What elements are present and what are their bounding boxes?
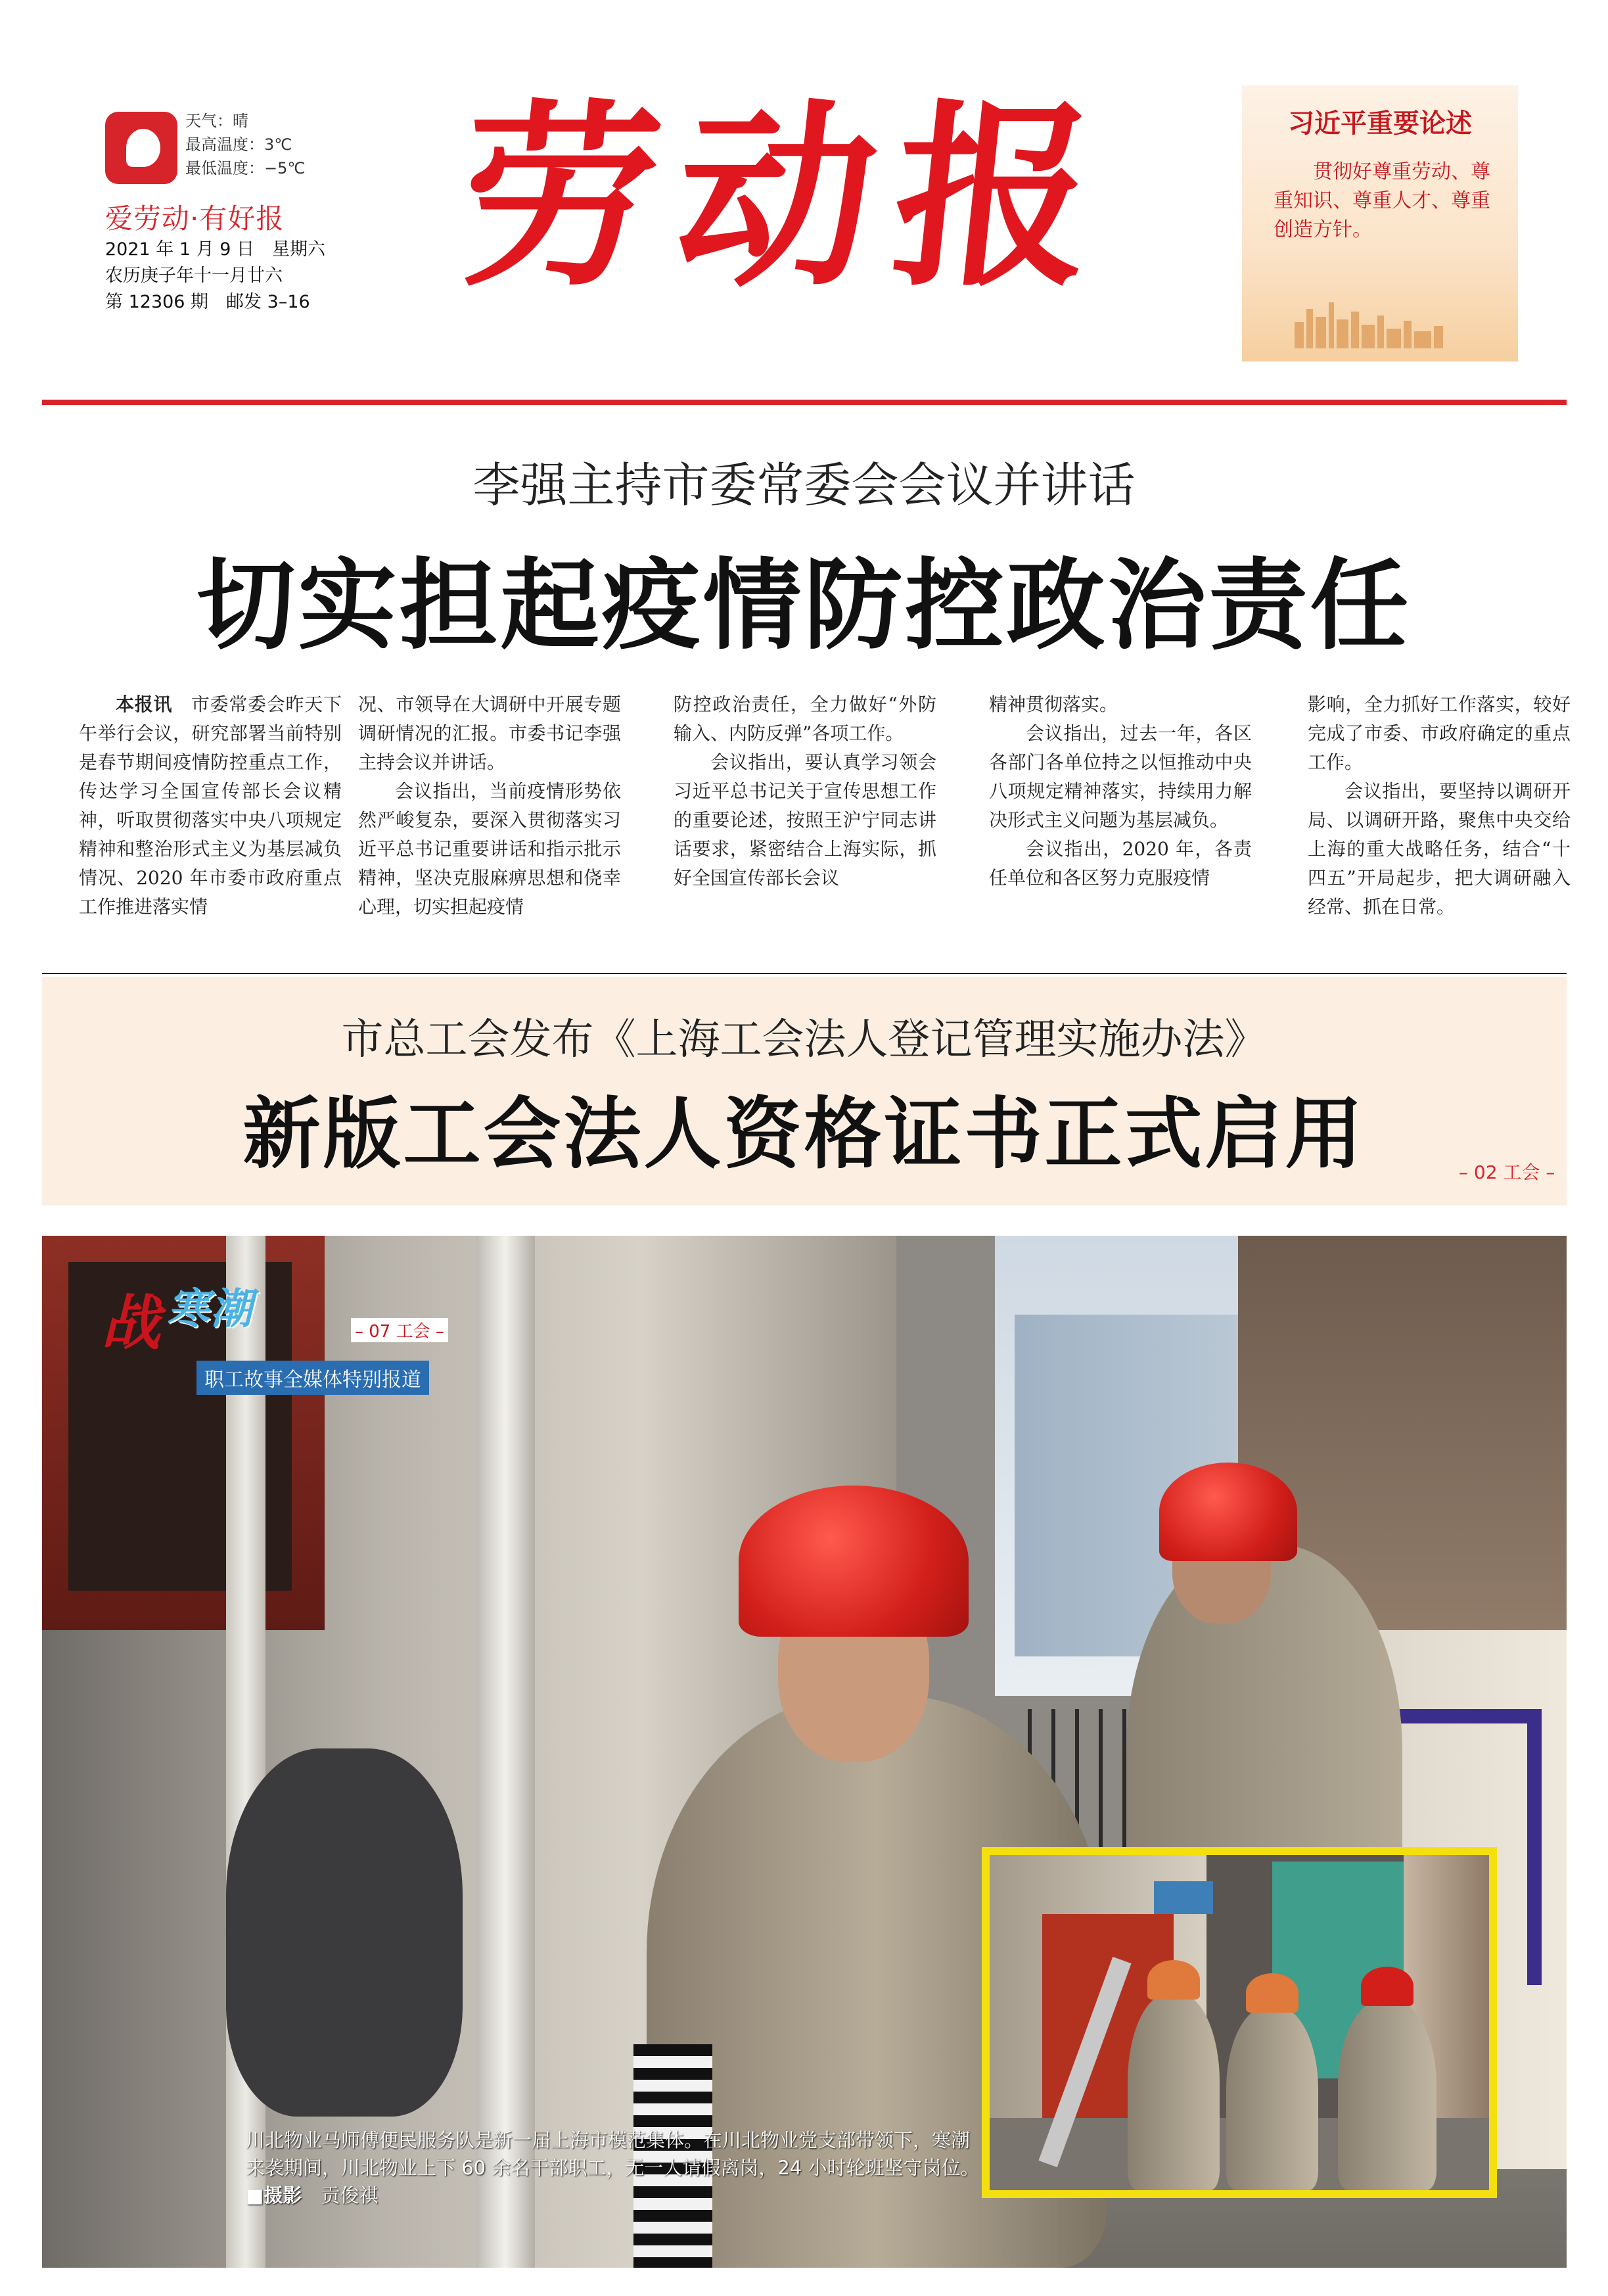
slogan: 爱劳动·有好报: [105, 202, 285, 235]
photo-stripe: [1383, 1709, 1540, 1723]
inset-sign: [1154, 1881, 1213, 1914]
series-page-reference[interactable]: – 07 工会 –: [351, 1318, 448, 1342]
promo-title: 习近平重要论述: [1288, 108, 1472, 139]
worker-figure: [1226, 2006, 1318, 2190]
lead-column-1: [79, 690, 342, 922]
paragraph: 会议指出，2020 年，各责任单位和各区努力克服疫情: [989, 838, 1252, 889]
paragraph: 会议指出，要坚持以调研开局、以调研开路，聚焦中央交给上海的重大战略任务，结合“十四五”开局起步，把大调研融入经常、抓在日常。: [1308, 780, 1571, 918]
section-divider: [42, 973, 1567, 974]
hard-hat-icon: [1147, 1960, 1200, 2000]
byline: 本报讯: [116, 693, 173, 715]
photo-stripe: [1527, 1709, 1542, 1985]
weather-line: 天气：晴: [185, 112, 248, 130]
main-photo: [42, 1236, 1567, 2268]
second-kicker[interactable]: 市总工会发布《上海工会法人登记管理实施办法》: [341, 1016, 1267, 1064]
issue-line: 第 12306 期 邮发 3–16: [105, 292, 310, 312]
lead-column-2: [358, 690, 621, 922]
issue-line: 农历庚子年十一月廿六: [105, 266, 283, 286]
hard-hat-icon: [1159, 1463, 1297, 1561]
inset-photo: [982, 1847, 1497, 2198]
page-reference[interactable]: – 02 工会 –: [1459, 1161, 1555, 1183]
lead-column-5: [1308, 690, 1571, 922]
paragraph-text: 市委常委会昨天下午举行会议，研究部署当前特别是春节期间疫情防控重点工作，传达学习全国宣传部长会议精神，听取贯彻落实中央八项规定精神和整治形式主义为基层减负情况、2020 年市委市政府重点工作推进落实情: [79, 693, 342, 918]
worker-figure: [1338, 2000, 1436, 2190]
paragraph: 防控政治责任，全力做好“外防输入、内防反弹”各项工作。: [674, 693, 936, 744]
paragraph: 影响，全力抓好工作落实，较好完成了市委、市政府确定的重点工作。: [1308, 693, 1571, 773]
worker-figure: [1128, 1993, 1220, 2190]
paragraph: 精神贯彻落实。: [989, 693, 1118, 715]
hard-hat-icon: [1246, 1973, 1298, 2013]
paragraph: 会议指出，要认真学习领会习近平总书记关于宣传思想工作的重要论述，按照王沪宁同志讲话要求，紧密结合上海实际，抓好全国宣传部长会议: [674, 751, 936, 889]
masthead-rule: [42, 400, 1567, 405]
paragraph: 况、市领导在大调研中开展专题调研情况的汇报。市委书记李强主持会议并讲话。: [358, 693, 621, 773]
series-title: 寒潮: [167, 1284, 254, 1334]
paragraph: 会议指出，当前疫情形势依然严峻复杂，要深入贯彻落实习近平总书记重要讲话和指示批示精神，坚决克服麻痹思想和侥幸心理，切实担起疫情: [358, 780, 621, 918]
lead-column-3: [674, 690, 936, 893]
weather-info: [185, 109, 305, 180]
issue-line: 2021 年 1 月 9 日 星期六: [105, 239, 325, 260]
weather-line: 最高温度：3℃: [185, 135, 292, 154]
newspaper-title: 劳动报: [449, 81, 1124, 313]
logo-icon: [105, 112, 177, 184]
lead-kicker[interactable]: 李强主持市委常委会会议并讲话: [472, 457, 1136, 513]
logo-bowl: [126, 129, 160, 167]
photo-credit-label: ■摄影: [246, 2184, 302, 2207]
lead-headline[interactable]: 切实担起疫情防控政治责任: [196, 548, 1412, 663]
logo-stroke: [118, 122, 126, 162]
second-headline[interactable]: 新版工会法人资格证书正式启用: [242, 1088, 1366, 1179]
photo-caption: [246, 2126, 988, 2209]
hard-hat-icon: [1361, 1967, 1413, 2006]
weather-line: 最低温度：−5℃: [185, 159, 306, 177]
promo-box[interactable]: [1242, 85, 1518, 362]
paragraph: 会议指出，过去一年，各区各部门各单位持之以恒推动中央八项规定精神落实，持续用力解决形式主义问题为基层减负。: [989, 722, 1252, 831]
promo-text: 贯彻好尊重劳动、尊重知识、尊重人才、尊重创造方针。: [1274, 160, 1490, 241]
caption-text: 川北物业马师傅便民服务队是新一届上海市模范集体。在川北物业党支部带领下，寒潮来袭期间，川北物业上下 60 余名干部职工，无一人请假离岗，24 小时轮班坚守岗位。: [246, 2129, 971, 2179]
photo-credit-name: 贡俊祺: [321, 2184, 379, 2207]
series-subtitle: 职工故事全媒体特别报道: [196, 1361, 429, 1395]
issue-info: [105, 237, 325, 316]
lead-column-4: [989, 690, 1252, 893]
series-title: 战: [101, 1288, 160, 1358]
paragraph: [79, 690, 342, 922]
skyline-icon: [1268, 302, 1492, 348]
photo-pipe: [476, 1236, 535, 2268]
hard-hat-icon: [739, 1486, 969, 1637]
pipe-insulation: [226, 1748, 463, 2117]
